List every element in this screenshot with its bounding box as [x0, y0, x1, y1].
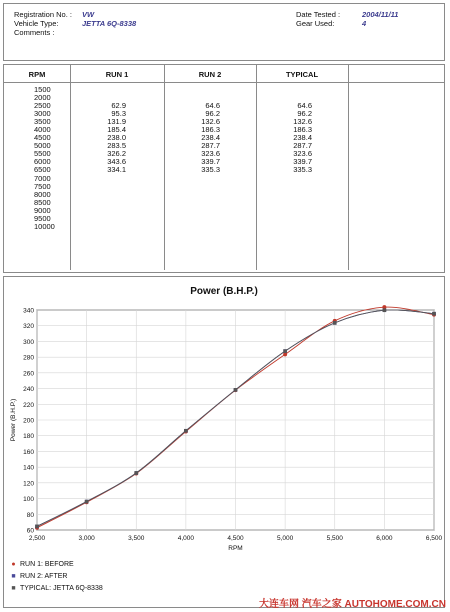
power-chart: [4, 277, 444, 607]
table-cell: 339.7: [293, 157, 312, 167]
table-cell: 6500: [34, 165, 51, 175]
table-cell: 5500: [34, 149, 51, 159]
column-header-typical: TYPICAL: [285, 70, 319, 79]
table-cell: 4500: [34, 133, 51, 143]
table-cell: [76, 215, 126, 223]
header-divider: [4, 82, 444, 83]
y-tick-label: 260: [23, 370, 34, 378]
date-tested-label: Date Tested :: [296, 10, 341, 19]
table-cell: [262, 86, 312, 94]
table-cell: 9500: [34, 213, 51, 223]
table-cell: 343.6: [107, 157, 126, 167]
gear-used-label: Gear Used:: [296, 19, 335, 28]
table-cell: 64.6: [205, 101, 220, 111]
table-cell: [170, 86, 220, 94]
data-point: [234, 388, 238, 392]
table-cell: 96.2: [205, 109, 220, 119]
y-tick-label: 160: [23, 448, 34, 456]
table-cell: 62.9: [111, 101, 126, 111]
rpm-data-table: [3, 64, 445, 273]
table-cell: [262, 191, 312, 199]
table-cell: [170, 215, 220, 223]
table-cell: 326.2: [107, 149, 126, 159]
circle-marker-icon: ●: [11, 561, 16, 568]
table-cell: [170, 191, 220, 199]
column-divider: [256, 65, 257, 270]
y-tick-label: 60: [26, 527, 34, 535]
legend-label: TYPICAL: JETTA 6Q-8338: [20, 585, 103, 592]
x-tick-label: 4,000: [177, 535, 195, 542]
data-point: [432, 312, 436, 316]
registration-value: VW: [82, 10, 95, 19]
square-marker-icon: ■: [11, 585, 16, 592]
table-cell: 7500: [34, 181, 51, 191]
legend-item-typical: [10, 585, 103, 592]
table-cell: 186.3: [293, 125, 312, 135]
table-cell: [76, 175, 126, 183]
table-cell: 323.6: [293, 149, 312, 159]
data-point: [85, 500, 89, 504]
legend-item-run1: [10, 561, 74, 568]
test-info-panel: [3, 3, 445, 61]
table-cell: [76, 223, 126, 231]
y-tick-label: 220: [23, 401, 34, 409]
y-tick-label: 200: [23, 417, 34, 425]
table-cell: 6000: [34, 157, 51, 167]
table-cell: [76, 86, 126, 94]
typical-column: [262, 86, 312, 231]
y-tick-label: 100: [23, 496, 34, 504]
table-cell: [262, 223, 312, 231]
y-tick-label: 120: [23, 480, 34, 488]
table-cell: [76, 183, 126, 191]
table-cell: 7000: [34, 173, 51, 183]
column-divider: [164, 65, 165, 270]
x-tick-label: 3,500: [128, 535, 145, 542]
y-tick-label: 240: [23, 386, 34, 394]
legend-item-run2: [10, 573, 67, 580]
table-cell: [170, 175, 220, 183]
table-cell: 10000: [34, 221, 55, 231]
table-cell: 3000: [34, 109, 51, 119]
data-point: [35, 525, 39, 529]
table-cell: [76, 199, 126, 207]
table-cell: 334.1: [107, 165, 126, 175]
x-tick-label: 2,500: [28, 535, 46, 542]
chart-title: Power (B.H.P.): [190, 286, 258, 297]
data-point: [383, 308, 387, 312]
table-cell: 287.7: [293, 141, 312, 151]
table-cell: 186.3: [201, 125, 220, 135]
table-cell: 2000: [34, 93, 51, 103]
table-cell: 64.6: [297, 101, 312, 111]
table-cell: 339.7: [201, 157, 220, 167]
table-cell: 3500: [34, 117, 51, 127]
table-cell: 323.6: [201, 149, 220, 159]
table-cell: 131.9: [107, 117, 126, 127]
date-tested-value: 2004/11/11: [362, 10, 399, 19]
vehicle-type-label: Vehicle Type:: [14, 19, 59, 28]
column-divider: [348, 65, 349, 270]
data-point: [184, 429, 188, 433]
y-tick-label: 80: [26, 511, 34, 519]
table-cell: 132.6: [201, 117, 220, 127]
power-chart-panel: [3, 276, 445, 608]
square-marker-icon: ■: [11, 573, 16, 580]
x-tick-label: 4,500: [227, 535, 244, 542]
table-cell: [262, 199, 312, 207]
x-tick-label: 3,000: [78, 535, 95, 542]
table-cell: 4000: [34, 125, 51, 135]
table-cell: 238.0: [107, 133, 126, 143]
legend-label: RUN 1: BEFORE: [20, 561, 74, 568]
table-cell: 283.5: [107, 141, 126, 151]
data-point: [134, 471, 138, 475]
data-point: [283, 349, 287, 353]
table-cell: 8500: [34, 197, 51, 207]
column-header-run1: RUN 1: [105, 70, 129, 79]
table-cell: 96.2: [297, 109, 312, 119]
x-tick-label: 5,500: [326, 535, 343, 542]
table-cell: [262, 207, 312, 215]
gear-used-value: 4: [362, 19, 367, 28]
table-cell: [262, 175, 312, 183]
y-axis-label: Power (B.H.P.): [10, 398, 17, 442]
table-cell: [170, 199, 220, 207]
table-cell: [262, 215, 312, 223]
watermark: 大连车网 汽车之家 AUTOHOME.COM.CN: [258, 599, 446, 610]
y-tick-label: 320: [23, 323, 34, 331]
table-cell: 95.3: [111, 109, 126, 119]
y-tick-label: 140: [23, 464, 34, 472]
legend-label: RUN 2: AFTER: [20, 573, 68, 580]
table-cell: 238.4: [201, 133, 220, 143]
rpm-column: [34, 86, 66, 231]
y-tick-label: 300: [23, 338, 34, 346]
table-cell: 8000: [34, 189, 51, 199]
y-tick-label: 340: [23, 307, 34, 315]
run2-column: [170, 86, 220, 231]
table-cell: [262, 183, 312, 191]
x-tick-label: 5,000: [276, 535, 294, 542]
x-tick-label: 6,000: [376, 535, 393, 542]
table-cell: 1500: [34, 85, 51, 94]
y-tick-label: 280: [23, 354, 34, 362]
data-point: [333, 321, 337, 325]
registration-label: Registration No. :: [14, 10, 72, 19]
data-point: [283, 352, 287, 356]
column-header-rpm: RPM: [28, 70, 46, 79]
table-cell: 287.7: [201, 141, 220, 151]
table-cell: 335.3: [293, 165, 312, 175]
vehicle-type-value: JETTA 6Q-8338: [82, 19, 137, 28]
table-cell: [170, 223, 220, 231]
table-cell: [76, 207, 126, 215]
table-cell: 9000: [34, 205, 51, 215]
column-header-run2: RUN 2: [198, 70, 222, 79]
comments-label: Comments :: [14, 28, 55, 37]
table-cell: 335.3: [201, 165, 220, 175]
run1-column: [76, 86, 126, 231]
table-cell: 132.6: [293, 117, 312, 127]
table-cell: 5000: [34, 141, 51, 151]
table-cell: 185.4: [107, 125, 126, 135]
table-cell: 238.4: [293, 133, 312, 143]
x-axis-label: RPM: [228, 545, 243, 552]
table-cell: [170, 183, 220, 191]
column-divider: [70, 65, 71, 270]
x-tick-label: 6,500: [425, 535, 443, 542]
table-cell: 2500: [34, 101, 51, 111]
y-tick-label: 180: [23, 433, 34, 441]
table-cell: [170, 207, 220, 215]
table-cell: [76, 191, 126, 199]
